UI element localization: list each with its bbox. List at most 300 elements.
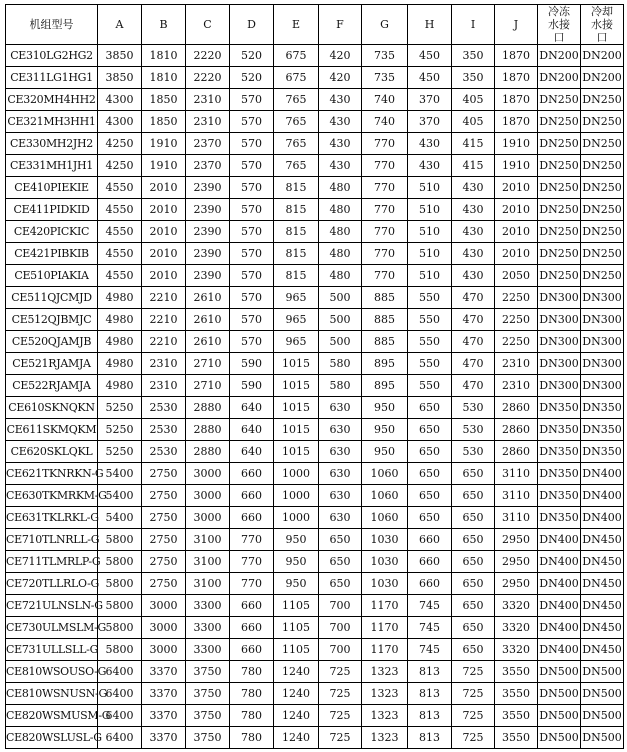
cell-chilled-water-port: DN350 (538, 441, 581, 463)
cell-cooling-water-port: DN450 (581, 529, 624, 551)
table-row (6, 419, 624, 441)
cell-a: 4550 (98, 177, 142, 199)
cell-d: 570 (230, 89, 274, 111)
cell-g: 735 (362, 45, 408, 67)
table-row (6, 111, 624, 133)
cell-d: 590 (230, 353, 274, 375)
cell-i: 470 (452, 331, 495, 353)
cell-c: 2710 (186, 375, 230, 397)
cell-i: 430 (452, 243, 495, 265)
header-row (6, 5, 624, 45)
cell-model: CE630TKMRKM-G (6, 485, 98, 507)
cell-e: 1105 (274, 639, 319, 661)
cell-e: 675 (274, 45, 319, 67)
cell-f: 630 (319, 419, 362, 441)
cell-i: 725 (452, 683, 495, 705)
cell-i: 530 (452, 419, 495, 441)
cell-chilled-water-port: DN250 (538, 221, 581, 243)
header-j: J (495, 5, 538, 45)
cell-cooling-water-port: DN300 (581, 309, 624, 331)
cell-model: CE411PIDKID (6, 199, 98, 221)
cell-d: 660 (230, 639, 274, 661)
cell-f: 630 (319, 441, 362, 463)
dimension-table (5, 4, 624, 749)
cell-b: 2750 (142, 573, 186, 595)
cell-f: 500 (319, 287, 362, 309)
cell-a: 5800 (98, 529, 142, 551)
cell-h: 650 (408, 419, 452, 441)
cell-j: 2250 (495, 309, 538, 331)
cell-h: 813 (408, 683, 452, 705)
cell-chilled-water-port: DN250 (538, 243, 581, 265)
cell-e: 1015 (274, 397, 319, 419)
cell-b: 2750 (142, 507, 186, 529)
cell-j: 3320 (495, 639, 538, 661)
cell-f: 430 (319, 133, 362, 155)
cell-j: 2010 (495, 221, 538, 243)
cell-f: 500 (319, 331, 362, 353)
cell-c: 2370 (186, 155, 230, 177)
cell-c: 3750 (186, 727, 230, 749)
cell-model: CE420PICKIC (6, 221, 98, 243)
cell-g: 885 (362, 331, 408, 353)
cell-model: CE321MH3HH1 (6, 111, 98, 133)
table-row (6, 45, 624, 67)
cell-e: 1105 (274, 617, 319, 639)
cell-e: 815 (274, 265, 319, 287)
cell-cooling-water-port: DN300 (581, 331, 624, 353)
cell-cooling-water-port: DN250 (581, 155, 624, 177)
cell-d: 520 (230, 67, 274, 89)
cell-b: 2530 (142, 397, 186, 419)
cell-j: 2950 (495, 529, 538, 551)
cell-h: 813 (408, 705, 452, 727)
header-f: F (319, 5, 362, 45)
cell-model: CE610SKNQKN (6, 397, 98, 419)
cell-f: 630 (319, 463, 362, 485)
cell-h: 510 (408, 177, 452, 199)
cell-h: 650 (408, 485, 452, 507)
cell-chilled-water-port: DN250 (538, 177, 581, 199)
cell-i: 650 (452, 551, 495, 573)
table-row (6, 155, 624, 177)
cell-i: 725 (452, 705, 495, 727)
header-i: I (452, 5, 495, 45)
cell-chilled-water-port: DN350 (538, 419, 581, 441)
cell-chilled-water-port: DN400 (538, 529, 581, 551)
cell-model: CE710TLNRLL-G (6, 529, 98, 551)
cell-b: 2010 (142, 221, 186, 243)
cell-chilled-water-port: DN500 (538, 705, 581, 727)
table-row (6, 595, 624, 617)
cell-i: 430 (452, 199, 495, 221)
cell-a: 4980 (98, 353, 142, 375)
cell-c: 2220 (186, 45, 230, 67)
table-row (6, 551, 624, 573)
cell-c: 2370 (186, 133, 230, 155)
cell-a: 6400 (98, 705, 142, 727)
cell-f: 630 (319, 397, 362, 419)
cell-cooling-water-port: DN500 (581, 683, 624, 705)
cell-i: 405 (452, 89, 495, 111)
cell-cooling-water-port: DN250 (581, 111, 624, 133)
cell-d: 640 (230, 419, 274, 441)
table-row (6, 375, 624, 397)
cell-j: 2860 (495, 397, 538, 419)
cell-e: 1015 (274, 375, 319, 397)
cell-g: 770 (362, 177, 408, 199)
cell-chilled-water-port: DN250 (538, 89, 581, 111)
cell-e: 965 (274, 309, 319, 331)
cell-e: 815 (274, 199, 319, 221)
cell-e: 1240 (274, 661, 319, 683)
cell-cooling-water-port: DN300 (581, 375, 624, 397)
cell-h: 650 (408, 507, 452, 529)
table-row (6, 441, 624, 463)
cell-g: 1170 (362, 617, 408, 639)
cell-h: 430 (408, 155, 452, 177)
table-row (6, 133, 624, 155)
header-d: D (230, 5, 274, 45)
table-row (6, 221, 624, 243)
cell-j: 2310 (495, 353, 538, 375)
cell-h: 370 (408, 111, 452, 133)
cell-c: 2610 (186, 309, 230, 331)
cell-i: 650 (452, 507, 495, 529)
cell-chilled-water-port: DN350 (538, 397, 581, 419)
cell-i: 415 (452, 133, 495, 155)
cell-d: 570 (230, 243, 274, 265)
cell-c: 2880 (186, 419, 230, 441)
cell-cooling-water-port: DN450 (581, 617, 624, 639)
cell-model: CE810WSOUSO-G (6, 661, 98, 683)
cell-a: 5800 (98, 617, 142, 639)
cell-f: 430 (319, 111, 362, 133)
cell-f: 630 (319, 485, 362, 507)
cell-f: 430 (319, 89, 362, 111)
cell-a: 4980 (98, 287, 142, 309)
cell-c: 3300 (186, 595, 230, 617)
cell-a: 3850 (98, 45, 142, 67)
cell-g: 1170 (362, 639, 408, 661)
cell-g: 770 (362, 221, 408, 243)
cell-f: 430 (319, 155, 362, 177)
cell-b: 2530 (142, 441, 186, 463)
cell-a: 5250 (98, 419, 142, 441)
cell-j: 2950 (495, 551, 538, 573)
cell-b: 2750 (142, 529, 186, 551)
cell-cooling-water-port: DN400 (581, 507, 624, 529)
cell-c: 3000 (186, 485, 230, 507)
cell-chilled-water-port: DN400 (538, 595, 581, 617)
cell-model: CE310LG2HG2 (6, 45, 98, 67)
table-row (6, 331, 624, 353)
cell-d: 770 (230, 551, 274, 573)
table-row (6, 265, 624, 287)
cell-g: 1170 (362, 595, 408, 617)
cell-c: 2390 (186, 199, 230, 221)
cell-f: 700 (319, 639, 362, 661)
cell-a: 5400 (98, 485, 142, 507)
cell-model: CE731ULLSLL-G (6, 639, 98, 661)
cell-f: 480 (319, 243, 362, 265)
cell-h: 430 (408, 133, 452, 155)
cell-h: 510 (408, 243, 452, 265)
cell-d: 780 (230, 727, 274, 749)
cell-g: 1060 (362, 507, 408, 529)
cell-model: CE730ULMSLM-G (6, 617, 98, 639)
cell-h: 550 (408, 309, 452, 331)
cell-g: 770 (362, 265, 408, 287)
cell-d: 570 (230, 287, 274, 309)
cell-d: 570 (230, 133, 274, 155)
cell-cooling-water-port: DN400 (581, 463, 624, 485)
cell-b: 1910 (142, 133, 186, 155)
cell-c: 2390 (186, 243, 230, 265)
cell-d: 570 (230, 221, 274, 243)
cell-g: 1030 (362, 529, 408, 551)
table-row (6, 177, 624, 199)
cell-c: 3750 (186, 661, 230, 683)
cell-model: CE522RJAMJA (6, 375, 98, 397)
cell-c: 3000 (186, 463, 230, 485)
cell-chilled-water-port: DN250 (538, 265, 581, 287)
cell-d: 640 (230, 397, 274, 419)
cell-d: 770 (230, 529, 274, 551)
cell-a: 5800 (98, 595, 142, 617)
cell-chilled-water-port: DN400 (538, 551, 581, 573)
header-h: H (408, 5, 452, 45)
cell-e: 1015 (274, 441, 319, 463)
cell-cooling-water-port: DN250 (581, 221, 624, 243)
cell-j: 3320 (495, 595, 538, 617)
cell-b: 2750 (142, 551, 186, 573)
header-c: C (186, 5, 230, 45)
cell-b: 3370 (142, 727, 186, 749)
cell-g: 735 (362, 67, 408, 89)
cell-g: 950 (362, 441, 408, 463)
cell-g: 895 (362, 375, 408, 397)
cell-g: 950 (362, 419, 408, 441)
cell-a: 4980 (98, 309, 142, 331)
table-row (6, 463, 624, 485)
cell-j: 1870 (495, 111, 538, 133)
cell-cooling-water-port: DN350 (581, 397, 624, 419)
cell-i: 470 (452, 309, 495, 331)
cell-i: 530 (452, 397, 495, 419)
cell-h: 550 (408, 353, 452, 375)
cell-a: 6400 (98, 683, 142, 705)
cell-c: 2610 (186, 287, 230, 309)
cell-b: 2530 (142, 419, 186, 441)
cell-i: 470 (452, 375, 495, 397)
cell-g: 770 (362, 243, 408, 265)
cell-chilled-water-port: DN400 (538, 573, 581, 595)
cell-cooling-water-port: DN250 (581, 265, 624, 287)
table-row (6, 309, 624, 331)
cell-b: 3000 (142, 617, 186, 639)
cell-b: 2310 (142, 375, 186, 397)
cell-c: 2610 (186, 331, 230, 353)
cell-j: 3110 (495, 463, 538, 485)
cell-d: 640 (230, 441, 274, 463)
cell-b: 3000 (142, 639, 186, 661)
cell-e: 950 (274, 573, 319, 595)
cell-j: 2010 (495, 243, 538, 265)
cell-j: 2250 (495, 287, 538, 309)
cell-chilled-water-port: DN300 (538, 331, 581, 353)
cell-h: 813 (408, 661, 452, 683)
cell-c: 2220 (186, 67, 230, 89)
cell-c: 3100 (186, 529, 230, 551)
cell-b: 2210 (142, 331, 186, 353)
cell-e: 1000 (274, 463, 319, 485)
cell-chilled-water-port: DN300 (538, 375, 581, 397)
cell-c: 3750 (186, 705, 230, 727)
cell-a: 6400 (98, 727, 142, 749)
cell-chilled-water-port: DN250 (538, 199, 581, 221)
cell-b: 2010 (142, 199, 186, 221)
table-row (6, 683, 624, 705)
cell-a: 5800 (98, 573, 142, 595)
cell-i: 530 (452, 441, 495, 463)
cell-f: 725 (319, 661, 362, 683)
cell-f: 420 (319, 45, 362, 67)
cell-a: 4980 (98, 331, 142, 353)
cell-d: 660 (230, 617, 274, 639)
cell-model: CE320MH4HH2 (6, 89, 98, 111)
cell-b: 2010 (142, 265, 186, 287)
cell-b: 2010 (142, 177, 186, 199)
cell-h: 510 (408, 221, 452, 243)
header-chilled-water-port: 冷冻水接口 (538, 5, 581, 45)
cell-h: 510 (408, 199, 452, 221)
table-row (6, 287, 624, 309)
cell-g: 895 (362, 353, 408, 375)
cell-chilled-water-port: DN500 (538, 661, 581, 683)
cell-model: CE820WSMUSM-G (6, 705, 98, 727)
cell-chilled-water-port: DN350 (538, 485, 581, 507)
cell-chilled-water-port: DN300 (538, 287, 581, 309)
cell-d: 570 (230, 111, 274, 133)
cell-a: 4250 (98, 133, 142, 155)
cell-f: 580 (319, 375, 362, 397)
cell-model: CE620SKLQKL (6, 441, 98, 463)
cell-cooling-water-port: DN350 (581, 441, 624, 463)
cell-c: 2310 (186, 89, 230, 111)
cell-h: 660 (408, 551, 452, 573)
cell-d: 570 (230, 331, 274, 353)
cell-a: 4300 (98, 111, 142, 133)
cell-h: 745 (408, 639, 452, 661)
cell-j: 1910 (495, 155, 538, 177)
cell-h: 650 (408, 463, 452, 485)
cell-chilled-water-port: DN250 (538, 111, 581, 133)
cell-g: 885 (362, 309, 408, 331)
cell-e: 1105 (274, 595, 319, 617)
cell-chilled-water-port: DN500 (538, 683, 581, 705)
cell-b: 1910 (142, 155, 186, 177)
cell-g: 1323 (362, 661, 408, 683)
cell-i: 650 (452, 485, 495, 507)
cell-a: 5400 (98, 507, 142, 529)
header-e: E (274, 5, 319, 45)
header-model: 机组型号 (6, 5, 98, 45)
cell-i: 725 (452, 727, 495, 749)
cell-b: 1810 (142, 67, 186, 89)
cell-i: 415 (452, 155, 495, 177)
cell-c: 3750 (186, 683, 230, 705)
table-row (6, 705, 624, 727)
cell-f: 580 (319, 353, 362, 375)
cell-j: 2310 (495, 375, 538, 397)
cell-e: 765 (274, 155, 319, 177)
cell-j: 3550 (495, 727, 538, 749)
cell-d: 660 (230, 485, 274, 507)
cell-e: 815 (274, 221, 319, 243)
cell-c: 3100 (186, 573, 230, 595)
cell-c: 2390 (186, 221, 230, 243)
cell-a: 5250 (98, 397, 142, 419)
cell-a: 4980 (98, 375, 142, 397)
cell-b: 2750 (142, 463, 186, 485)
cell-i: 405 (452, 111, 495, 133)
cell-model: CE331MH1JH1 (6, 155, 98, 177)
cell-cooling-water-port: DN450 (581, 551, 624, 573)
cell-e: 815 (274, 243, 319, 265)
table-row (6, 639, 624, 661)
table-body (6, 45, 624, 749)
cell-h: 550 (408, 331, 452, 353)
cell-chilled-water-port: DN300 (538, 353, 581, 375)
cell-cooling-water-port: DN250 (581, 133, 624, 155)
cell-h: 745 (408, 595, 452, 617)
cell-b: 2310 (142, 353, 186, 375)
cell-cooling-water-port: DN250 (581, 243, 624, 265)
cell-b: 2210 (142, 309, 186, 331)
cell-j: 2010 (495, 199, 538, 221)
header-cooling-water-port: 冷却水接口 (581, 5, 624, 45)
cell-j: 2860 (495, 441, 538, 463)
cell-g: 1323 (362, 705, 408, 727)
cell-f: 725 (319, 705, 362, 727)
cell-j: 1870 (495, 45, 538, 67)
cell-e: 1000 (274, 485, 319, 507)
cell-h: 745 (408, 617, 452, 639)
cell-chilled-water-port: DN350 (538, 507, 581, 529)
cell-a: 4300 (98, 89, 142, 111)
cell-model: CE410PIEKIE (6, 177, 98, 199)
cell-f: 480 (319, 265, 362, 287)
cell-h: 370 (408, 89, 452, 111)
cell-a: 4550 (98, 265, 142, 287)
table-row (6, 67, 624, 89)
cell-b: 3370 (142, 705, 186, 727)
cell-c: 2880 (186, 441, 230, 463)
cell-cooling-water-port: DN250 (581, 199, 624, 221)
cell-d: 570 (230, 309, 274, 331)
cell-d: 570 (230, 265, 274, 287)
table-row (6, 243, 624, 265)
cell-e: 1015 (274, 419, 319, 441)
cell-j: 2050 (495, 265, 538, 287)
cell-a: 4550 (98, 199, 142, 221)
cell-d: 780 (230, 683, 274, 705)
cell-b: 2750 (142, 485, 186, 507)
cell-c: 3100 (186, 551, 230, 573)
cell-cooling-water-port: DN450 (581, 639, 624, 661)
cell-cooling-water-port: DN200 (581, 67, 624, 89)
